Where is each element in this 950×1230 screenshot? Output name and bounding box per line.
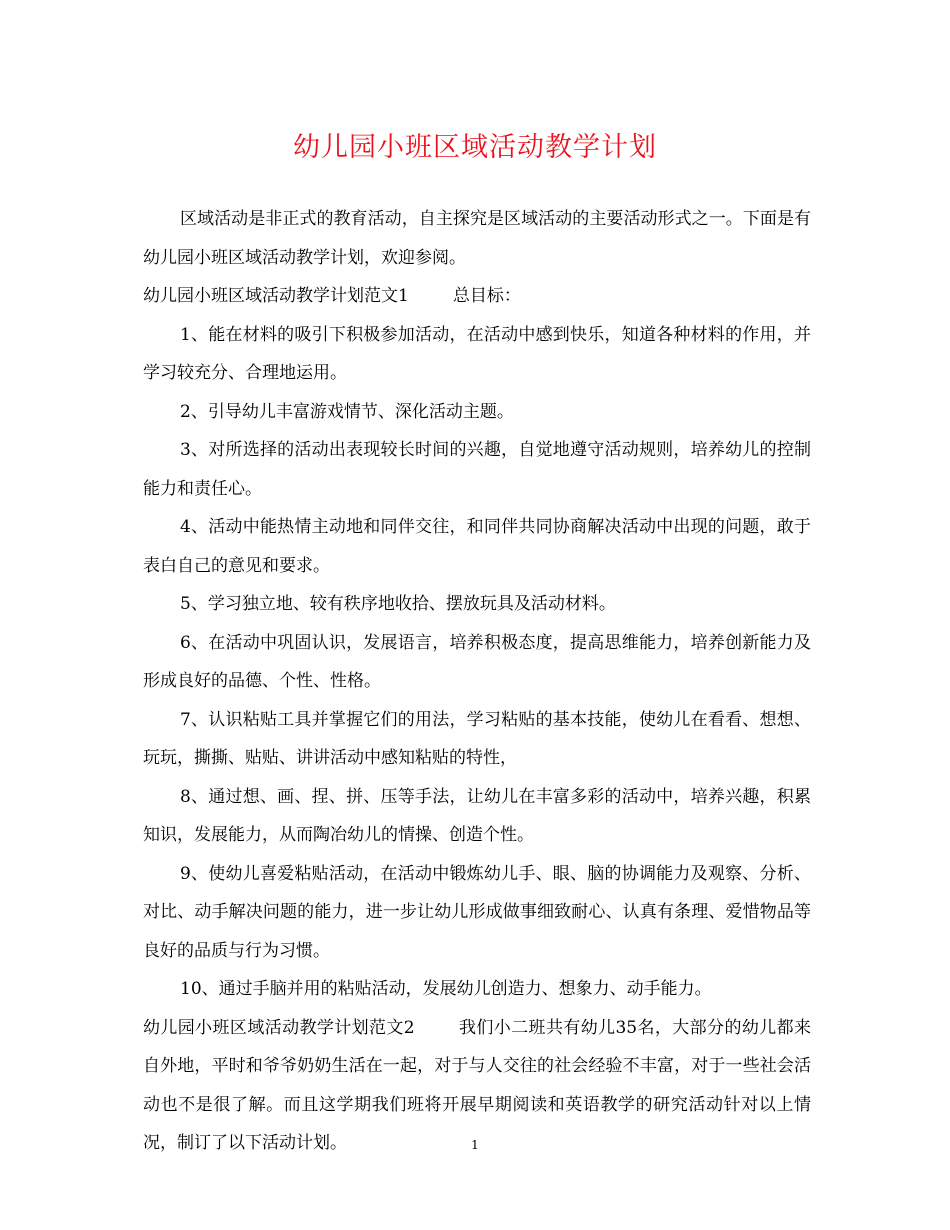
document-body (143, 200, 811, 1163)
goal-item-4: 4、活动中能热情主动地和同伴交往，和同伴共同协商解决活动中出现的问题，敢于表白自己的意见和要求。 (143, 517, 811, 576)
sample1-subheading: 总目标： (452, 286, 521, 306)
sample2-text: 我们小二班共有幼儿35名，大部分的幼儿都来自外地，平时和爷爷奶奶生活在一起，对于与人交往的社会经验不丰富，对于一些社会活动也不是很了解。而且这学期我们班将开展早期阅读和英语教学的研究活动针对以上情况，制订了以下活动计划。 (143, 1017, 811, 1153)
goal-item-9: 9、使幼儿喜爱粘贴活动，在活动中锻炼幼儿手、眼、脑的协调能力及观察、分析、对比、动手解决问题的能力，进一步让幼儿形成做事细致耐心、认真有条理、爱惜物品等良好的品质与行为习惯。 (143, 863, 811, 961)
goal-item-5: 5、学习独立地、较有秩序地收拾、摆放玩具及活动材料。 (180, 594, 616, 614)
document-title: 幼儿园小班区域活动教学计划 (293, 132, 657, 163)
goal-item-6: 6、在活动中巩固认识，发展语言，培养积极态度，提高思维能力，培养创新能力及形成良好的品德、个性、性格。 (143, 632, 811, 691)
sample2-heading: 幼儿园小班区域活动教学计划范文2 (143, 1017, 415, 1038)
goal-item-10: 10、通过手脑并用的粘贴活动，发展幼儿创造力、想象力、动手能力。 (180, 979, 712, 999)
goal-item-1: 1、能在材料的吸引下积极参加活动，在活动中感到快乐，知道各种材料的作用，并学习较充分、合理地运用。 (143, 324, 811, 383)
goal-item-2: 2、引导幼儿丰富游戏情节、深化活动主题。 (180, 401, 514, 422)
goal-item-7: 7、认识粘贴工具并掌握它们的用法，学习粘贴的基本技能，使幼儿在看看、想想、玩玩，撕撕、贴贴、讲讲活动中感知粘贴的特性， (143, 709, 811, 768)
intro-paragraph: 区域活动是非正式的教育活动，自主探究是区域活动的主要活动形式之一。下面是有幼儿园小班区域活动教学计划，欢迎参阅。 (143, 209, 811, 268)
sample1-heading: 幼儿园小班区域活动教学计划范文1 (143, 286, 409, 306)
goal-item-3: 3、对所选择的活动出表现较长时间的兴趣，自觉地遵守活动规则，培养幼儿的控制能力和责任心。 (143, 440, 811, 499)
goal-item-8: 8、通过想、画、捏、拼、压等手法，让幼儿在丰富多彩的活动中，培养兴趣，积累知识，发展能力，从而陶冶幼儿的情操、创造个性。 (143, 786, 811, 845)
page-number: 1 (471, 1138, 479, 1152)
sample1-heading-line (143, 277, 811, 316)
